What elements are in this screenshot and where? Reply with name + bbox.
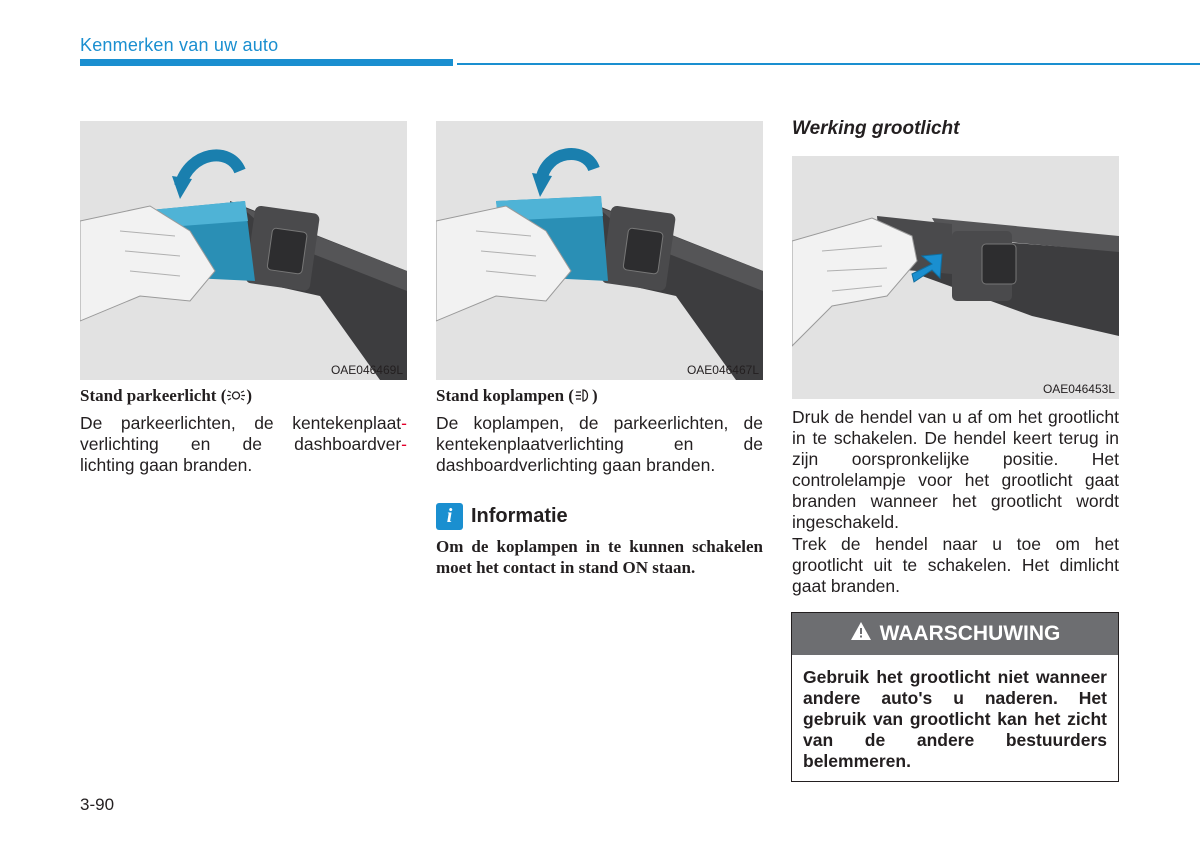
figure-code: OAE046453L (1042, 382, 1115, 396)
page-number: 3-90 (80, 795, 115, 814)
headlamp-icon (574, 388, 592, 408)
figure-code: OAE046469L (330, 363, 403, 377)
info-heading (436, 502, 568, 530)
figure-high-beam (792, 156, 1119, 399)
caption-parking-light: Stand parkeerlicht ( ) (80, 386, 252, 408)
info-icon: i (436, 503, 463, 530)
high-beam-paragraph-2: Trek de hendel naar u toe om het grootlicht uit te schakelen. Het dimlicht gaat branden. (792, 534, 1119, 596)
caption-headlamp: Stand koplampen ( ) (436, 386, 598, 408)
figure-code: OAE046467L (686, 363, 759, 377)
lever-illustration (436, 121, 763, 380)
warning-triangle-icon (850, 621, 872, 647)
section-subheading: Werking grootlicht (792, 118, 960, 139)
parking-light-description: De parkeerlichten, de kentekenplaat- verlichting en de dashboardver- lichting gaan branden. (80, 413, 407, 475)
warning-body: Gebruik het grootlicht niet wanneer andere auto's u naderen. Het gebruik van grootlicht kan het zicht van de andere bestuurders belemmeren. (803, 667, 1107, 771)
headlamp-description: De koplampen, de parkeerlichten, de kentekenplaatverlichting en de dashboardverlichting gaan branden. (436, 413, 763, 475)
header-rule-thick (80, 59, 453, 66)
warning-header (792, 613, 1118, 655)
lever-illustration (80, 121, 407, 380)
figure-headlamp (436, 121, 763, 380)
warning-box (791, 612, 1119, 782)
header-rule-thin (457, 63, 1200, 65)
info-body: Om de koplampen in te kunnen schakelen moet het contact in stand ON staan. (436, 537, 763, 577)
high-beam-paragraph-1: Druk de hendel van u af om het grootlicht in te schakelen. De hendel keert terug in zijn oorspronkelijke positie. Het controlelampje voor het grootlicht gaat branden wanneer het grootlicht wordt ingeschakeld. (792, 407, 1119, 532)
parking-light-icon (226, 388, 246, 408)
figure-parking-light (80, 121, 407, 380)
section-header-title: Kenmerken van uw auto (80, 35, 279, 55)
warning-title: WAARSCHUWING (879, 622, 1061, 645)
info-title: Informatie (471, 504, 568, 527)
lever-illustration (792, 156, 1119, 399)
